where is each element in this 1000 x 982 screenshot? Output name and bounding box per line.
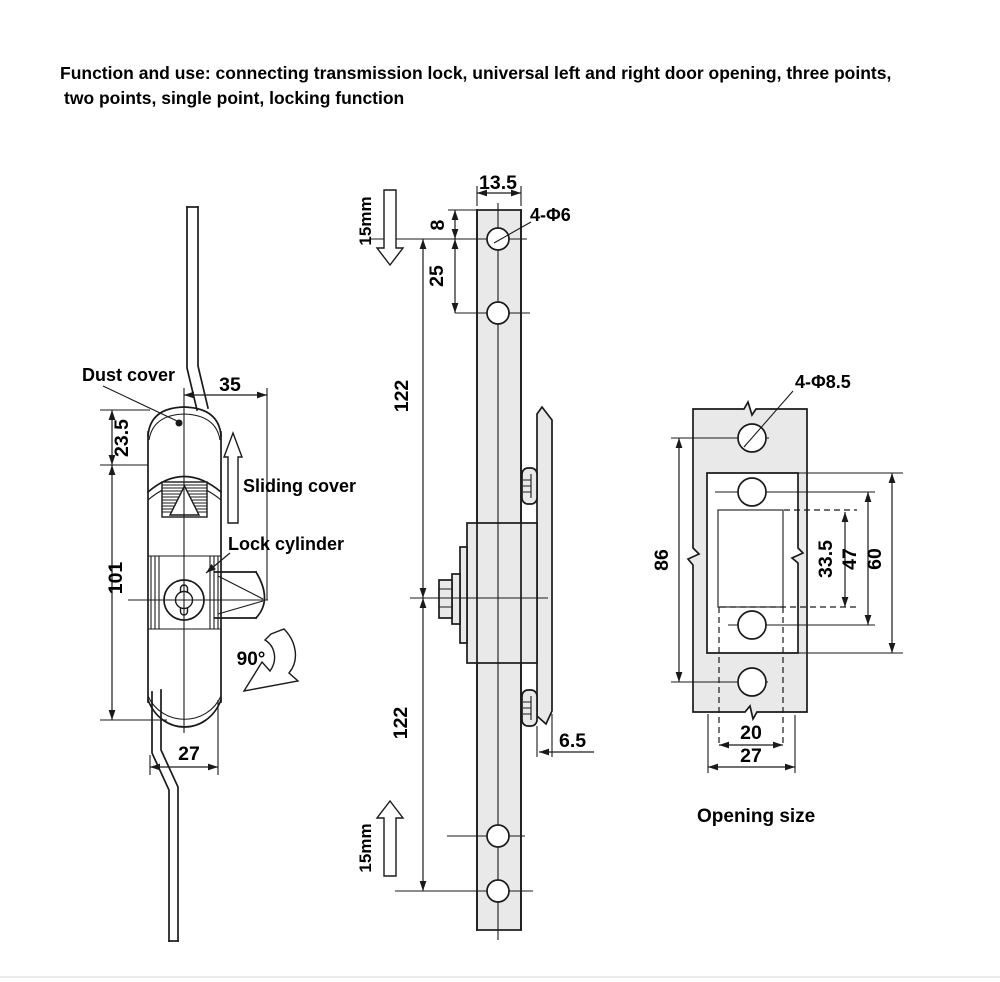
- dim-8: [427, 210, 477, 239]
- header-line2: two points, single point, locking function: [64, 88, 405, 108]
- rotation-callout: [237, 629, 298, 691]
- bottom-rod: [152, 690, 178, 941]
- dim-8-label: 8: [427, 219, 449, 231]
- hole-callout-phi85-label: 4-Φ8.5: [795, 372, 851, 392]
- top-rod: [187, 207, 208, 410]
- dim-122-upper: [391, 239, 423, 598]
- sliding-cover-label: Sliding cover: [243, 476, 357, 496]
- travel-up-label: 15mm: [356, 823, 375, 873]
- dim-122-upper-label: 122: [391, 379, 413, 413]
- dim-101-label: 101: [105, 561, 127, 595]
- dust-cover-label: Dust cover: [82, 365, 176, 385]
- bottom-catch-clip: [522, 690, 537, 726]
- mounting-plate-edge: [537, 407, 552, 724]
- dim-122-lower-label: 122: [390, 706, 412, 740]
- dim-27-opening-label: 27: [740, 745, 762, 767]
- travel-up-arrow-icon: [377, 801, 403, 876]
- dim-20: [719, 722, 783, 745]
- front-view: [356, 172, 594, 940]
- sliding-cover-callout: [224, 433, 356, 523]
- opening-size-view: [651, 372, 903, 827]
- dim-60-label: 60: [864, 548, 886, 570]
- dim-35-label: 35: [219, 374, 241, 396]
- travel-down-label: 15mm: [356, 196, 375, 246]
- sliding-cover-arrow-icon: [224, 433, 242, 523]
- dim-86-label: 86: [651, 549, 673, 571]
- dim-20-label: 20: [740, 722, 762, 744]
- page-header: [60, 63, 891, 108]
- rotation-angle-label: 90°: [236, 649, 266, 670]
- dim-25-label: 25: [426, 265, 448, 287]
- travel-down-callout: [356, 190, 403, 265]
- side-view: [82, 207, 356, 941]
- dim-13-5: [477, 172, 521, 206]
- dim-25: [426, 239, 455, 313]
- opening-size-caption: Opening size: [697, 806, 816, 827]
- travel-down-arrow-icon: [377, 190, 403, 265]
- dim-33-5-label: 33.5: [815, 540, 837, 578]
- lock-cylinder-callout: [206, 534, 344, 573]
- dust-cover-point-icon: [176, 420, 183, 427]
- dim-86: [651, 438, 679, 682]
- fixing-nut: [439, 547, 467, 643]
- latch-tongue: [215, 572, 265, 618]
- dim-23-5-label: 23.5: [111, 419, 133, 457]
- dim-47-label: 47: [839, 548, 861, 570]
- dim-6-5-label: 6.5: [559, 730, 587, 752]
- lock-cylinder-label: Lock cylinder: [228, 534, 345, 554]
- top-catch-clip: [522, 468, 537, 504]
- travel-up-callout: [356, 801, 403, 876]
- dim-101: [100, 465, 167, 720]
- dim-23-5: [100, 410, 150, 465]
- dim-27-side-label: 27: [178, 743, 200, 765]
- header-line1: Function and use: connecting transmission lock, universal left and right door opening, three points,: [60, 63, 892, 83]
- dim-13-5-label: 13.5: [479, 172, 517, 194]
- dust-cover-leader: [103, 386, 177, 421]
- hole-callout-phi6-label: 4-Φ6: [530, 205, 571, 225]
